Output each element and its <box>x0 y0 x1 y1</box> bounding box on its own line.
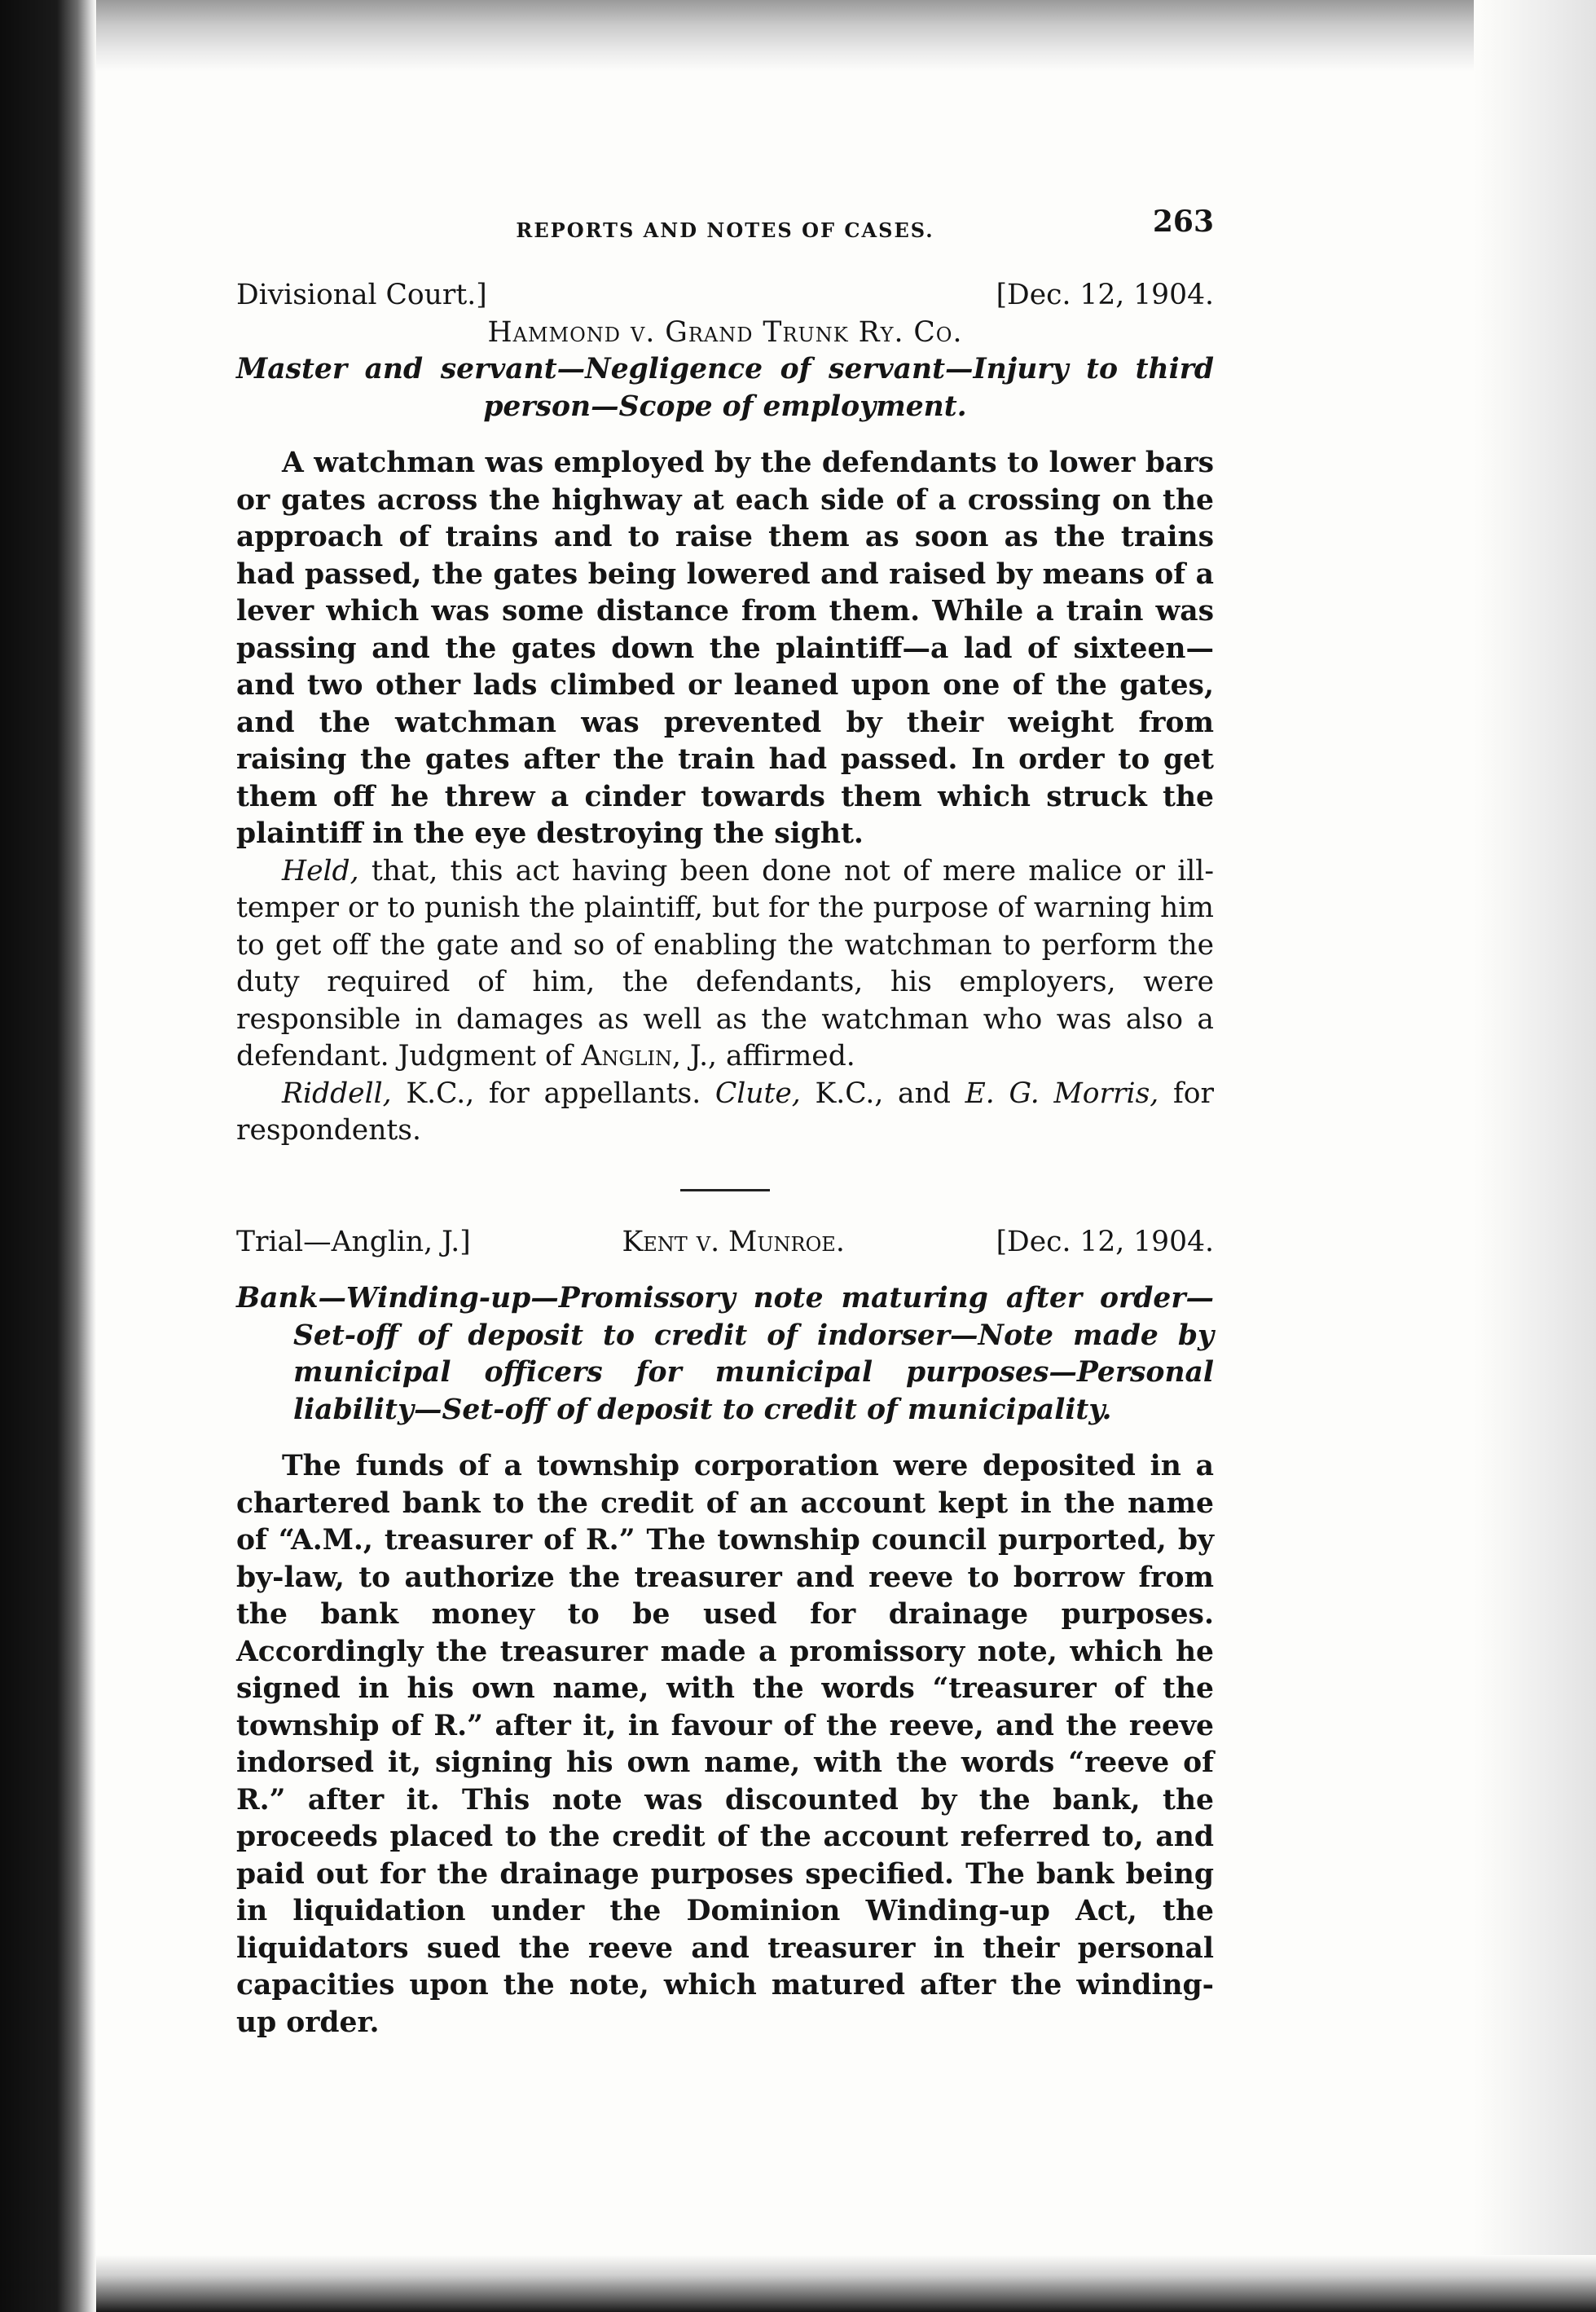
running-title: REPORTS AND NOTES OF CASES. <box>516 218 934 242</box>
case1-court: Divisional Court.] <box>236 279 487 311</box>
scan-edge-left <box>0 0 96 2312</box>
scan-edge-top <box>0 0 1596 72</box>
counsel-b: Clute, <box>714 1077 801 1110</box>
page-number: 263 <box>1152 205 1214 239</box>
judge-name: Anglin <box>581 1040 672 1072</box>
case1-title: Hammond v. Grand Trunk Ry. Co. <box>487 315 963 349</box>
counsel-b-rest: K.C., and <box>800 1077 965 1110</box>
counsel-a: Riddell, <box>282 1077 392 1110</box>
case1-headnote: Master and servant—Negligence of servant—Injury to third person—Scope of employment. <box>236 353 1214 423</box>
case1-date: [Dec. 12, 1904. <box>996 279 1214 311</box>
counsel-c-rest: for respondents. <box>236 1077 1214 1147</box>
counsel-c: E. G. Morris, <box>965 1077 1159 1110</box>
case1-counsel <box>236 1076 1214 1150</box>
case1-held <box>236 853 1214 1076</box>
case2-summary: The funds of a township corporation were deposited in a chartered bank to the credit of an account kept in the name of “A.M., treasurer of R.” The township council purported, by by-law, to authorize the treasurer and reeve to borrow from the bank money to be used for drainage purposes. Accordingly the treasurer made a promissory note, which he signed in his own name, with the words “treasurer of the township of R.” after it, in favour of the reeve, and the reeve indorsed it, signing his own name, with the words “reeve of R.” after it. This note was discounted by the bank, the proceeds placed to the credit of the account referred to, and paid out for the drainage purposes specified. The bank being in liquidation under the Dominion Winding-up Act, the liquidators sued the reeve and treasurer in their personal capacities upon the note, which matured after the winding-up order. <box>236 1450 1214 2039</box>
case2-title: Kent v. Munroe. <box>622 1225 845 1258</box>
scan-edge-bottom <box>0 2255 1596 2312</box>
case1-court-line <box>236 277 1214 315</box>
held-label: Held, <box>282 854 359 887</box>
counsel-a-rest: K.C., for appellants. <box>391 1077 715 1110</box>
case1-summary: A watchman was employed by the defendants to lower bars or gates across the highway at each side of a crossing on the approach of trains and to raise them as soon as the trains had passed, the gates being lowered and raised by means of a lever which was some distance from them. While a train was passing and the gates down the plaintiff—a lad of sixteen—and two other lads climbed or leaned upon one of the gates, and the watchman was prevented by their weight from raising the gates after the train had passed. In order to get them off he threw a cinder towards them which struck the plaintiff in the eye destroying the sight. <box>236 447 1214 850</box>
scan-edge-right <box>1474 0 1596 2312</box>
case2-date: [Dec. 12, 1904. <box>996 1225 1214 1258</box>
held-text: that, this act having been done not of mere malice or ill-temper or to punish the plaintiff, but for the purpose of warning him to get off the gate and so of enabling the watchman to perform the duty required of him, the defendants, his employers, were responsible in damages as well as the watchman who was also a defendant. Judgment of <box>236 854 1214 1072</box>
case2-court-line <box>236 1224 1214 1262</box>
held-end: , J., affirmed. <box>672 1040 855 1072</box>
case2-headnote: Bank—Winding-up—Promissory note maturing after order—Set-off of deposit to credit of indorser—Note made by municipal officers for municipal purposes—Personal liability—Set-off of deposit to credit of municipality. <box>236 1282 1214 1426</box>
document-page <box>236 204 1214 2041</box>
case2-court: Trial—Anglin, J.] <box>236 1225 471 1258</box>
case-divider <box>680 1189 770 1191</box>
running-head <box>236 204 1214 253</box>
